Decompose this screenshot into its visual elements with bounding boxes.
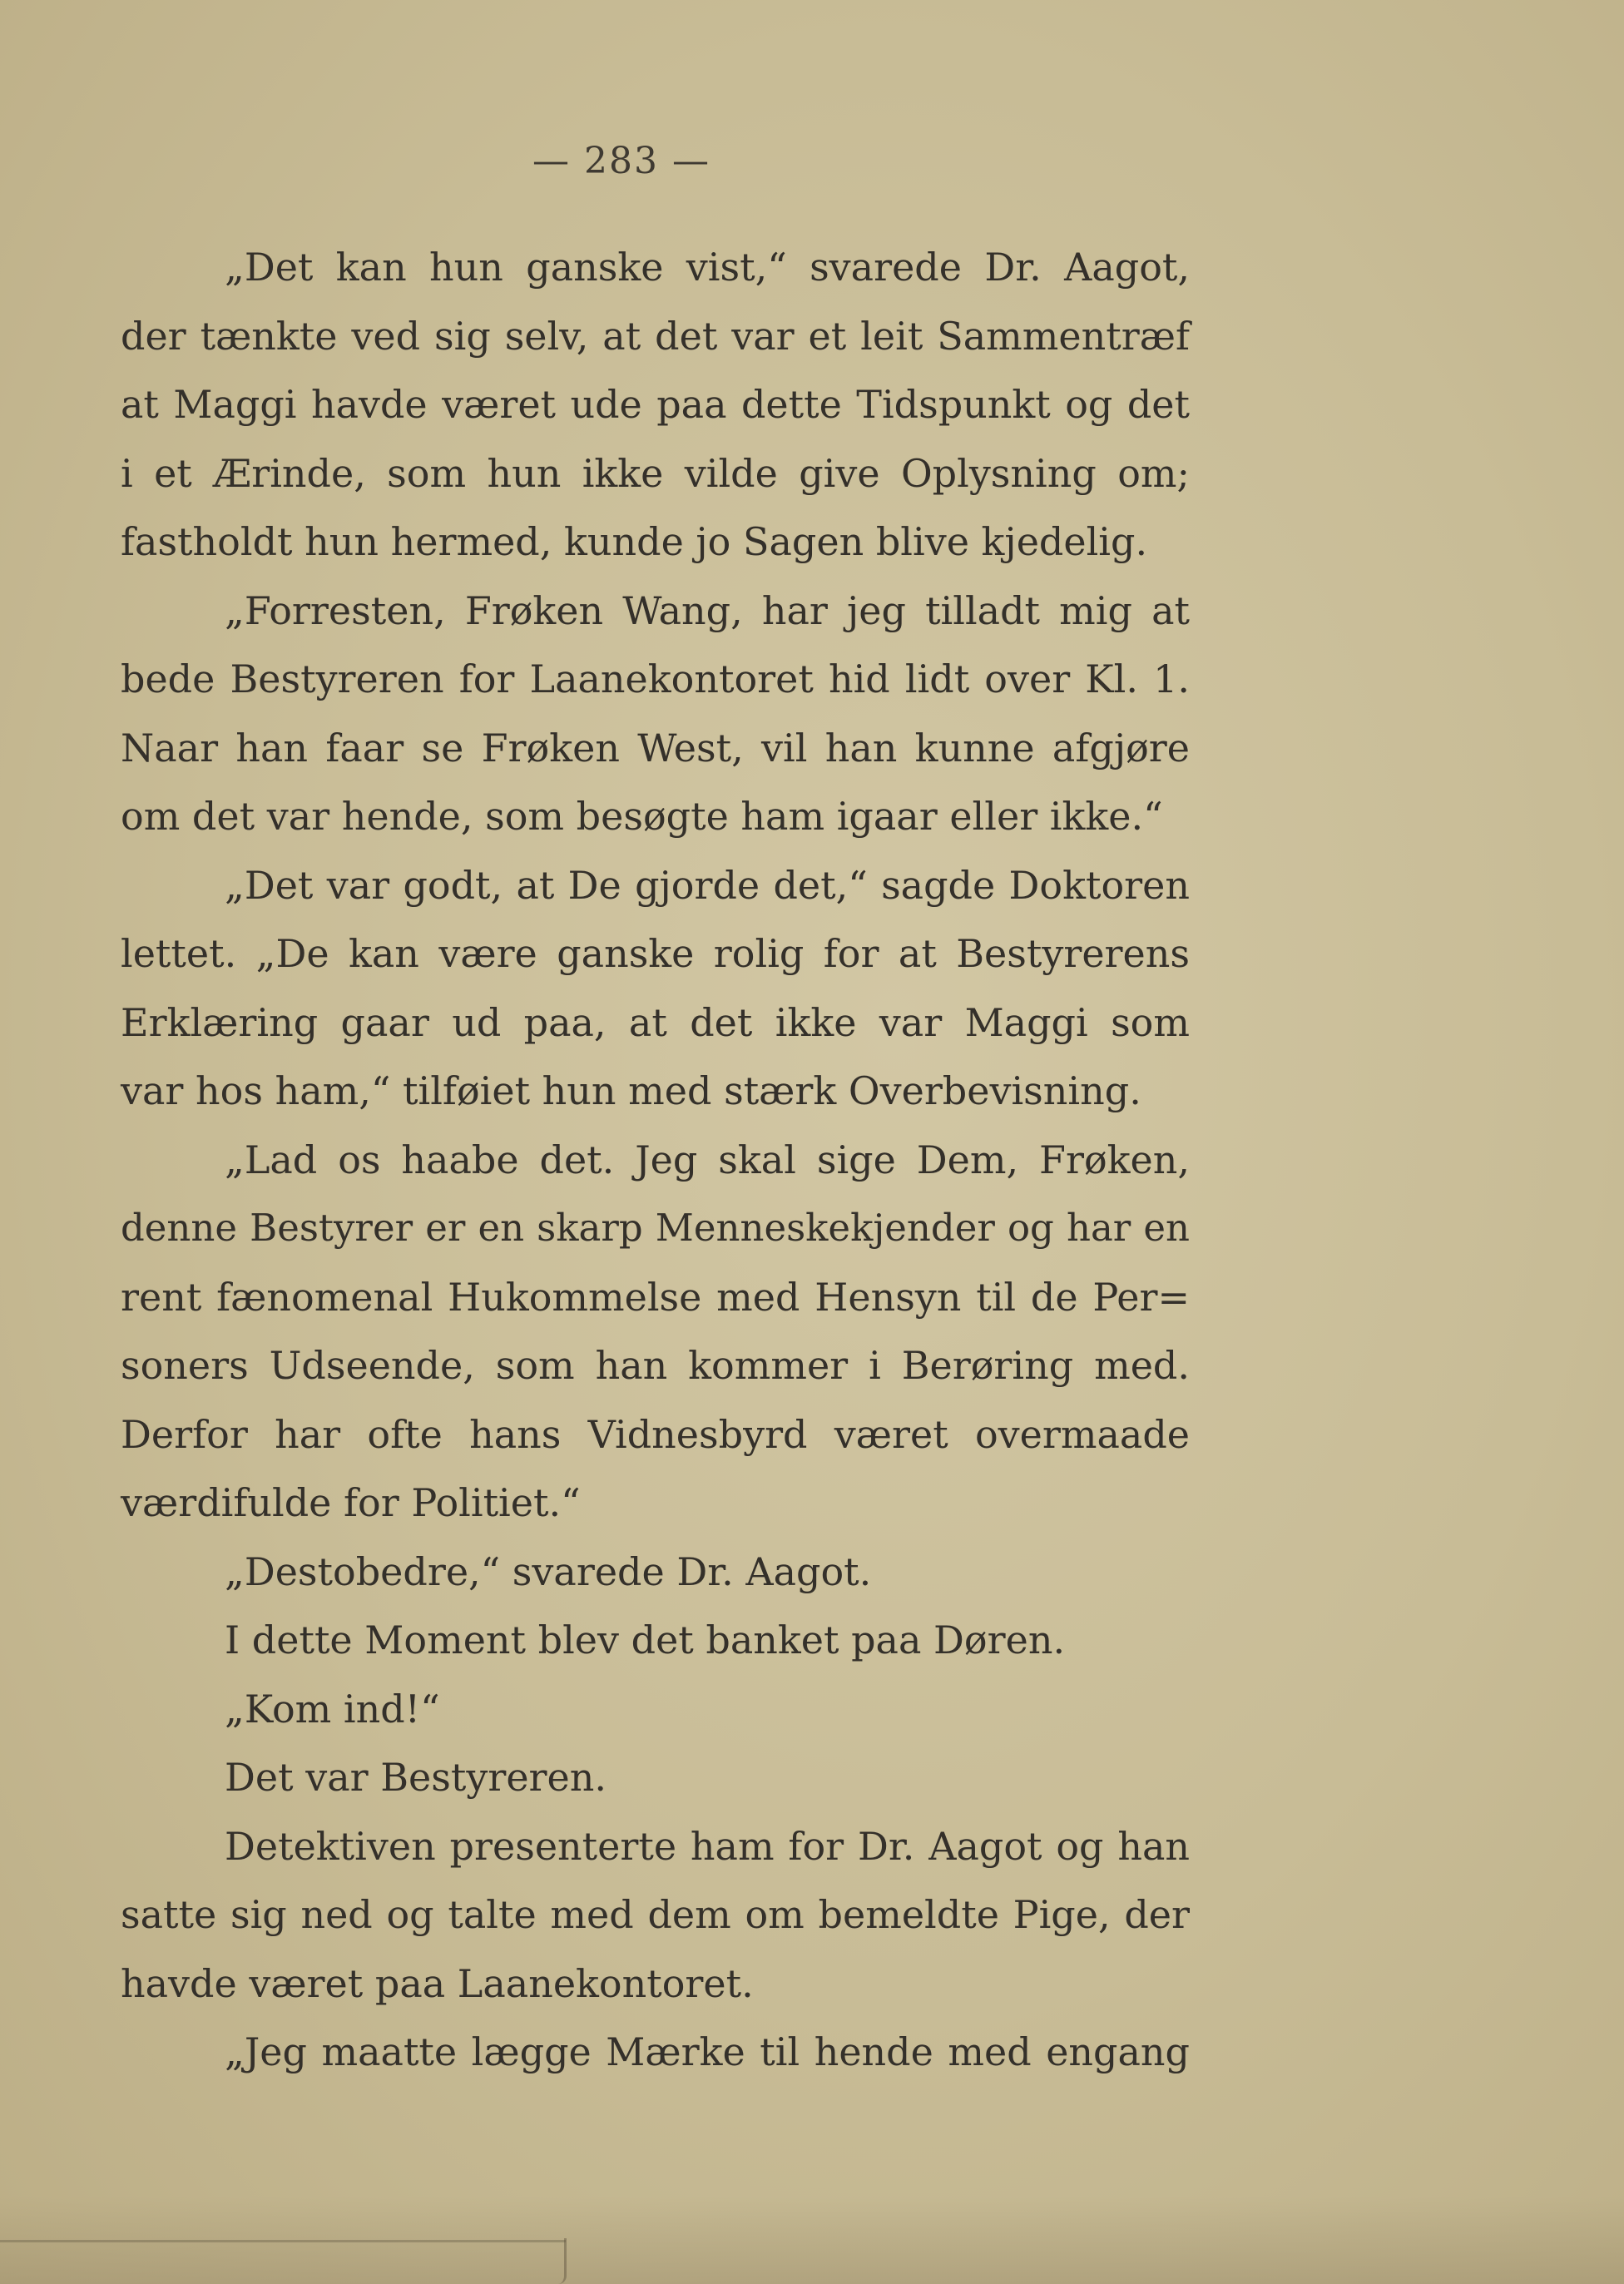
text-line: Erklæring gaar ud paa, at det ikke var Maggi som: [121, 999, 1190, 1045]
text-line: rent fænomenal Hukommelse med Hensyn til de Per=: [121, 1274, 1190, 1320]
text-line: at Maggi havde været ude paa dette Tidspunkt og det: [121, 382, 1190, 427]
text-line: Det var Bestyreren.: [225, 1755, 607, 1800]
text-line: i et Ærinde, som hun ikke vilde give Oplysning om;: [121, 450, 1190, 496]
page-fold-line: [0, 2240, 566, 2242]
text-line: I dette Moment blev det banket paa Døren.: [225, 1618, 1066, 1662]
text-line: soners Udseende, som han kommer i Berøring med.: [121, 1343, 1190, 1388]
page-fold-corner: [557, 2238, 567, 2284]
text-line: „Kom ind!“: [225, 1686, 440, 1732]
page-number: — 283 —: [532, 140, 710, 182]
text-line: „Det kan hun ganske vist,“ svarede Dr. Aagot,: [225, 245, 1190, 290]
text-line: var hos ham,“ tilføiet hun med stærk Overbevisning.: [121, 1068, 1141, 1113]
text-line: „Forresten, Frøken Wang, har jeg tilladt mig at: [225, 587, 1190, 633]
text-line: Derfor har ofte hans Vidnesbyrd været overmaade: [121, 1411, 1190, 1457]
text-line: denne Bestyrer er en skarp Menneskekjender og har en: [121, 1206, 1190, 1250]
text-line: „Jeg maatte lægge Mærke til hende med engang: [225, 2029, 1190, 2074]
text-line: Naar han faar se Frøken West, vil han kunne afgjøre: [121, 725, 1190, 770]
text-line: „Lad os haabe det. Jeg skal sige Dem, Frøken,: [225, 1137, 1190, 1182]
text-line: satte sig ned og talte med dem om bemeldte Pige, der: [121, 1892, 1190, 1937]
body-text: [121, 233, 1190, 2087]
text-line: bede Bestyreren for Laanekontoret hid lidt over Kl. 1.: [121, 656, 1190, 701]
text-line: „Det var godt, at De gjorde det,“ sagde Doktoren: [225, 862, 1190, 908]
text-line: lettet. „De kan være ganske rolig for at Bestyrerens: [121, 931, 1190, 976]
text-line: Detektiven presenterte ham for Dr. Aagot og han: [225, 1823, 1190, 1869]
text-line: der tænkte ved sig selv, at det var et leit Sammentræf: [121, 313, 1190, 359]
text-line: om det var hende, som besøgte ham igaar eller ikke.“: [121, 794, 1163, 839]
text-line: fastholdt hun hermed, kunde jo Sagen blive kjedelig.: [121, 519, 1148, 564]
text-line: havde været paa Laanekontoret.: [121, 1960, 754, 2006]
text-line: „Destobedre,“ svarede Dr. Aagot.: [225, 1548, 872, 1594]
text-line: værdifulde for Politiet.“: [121, 1480, 581, 1525]
